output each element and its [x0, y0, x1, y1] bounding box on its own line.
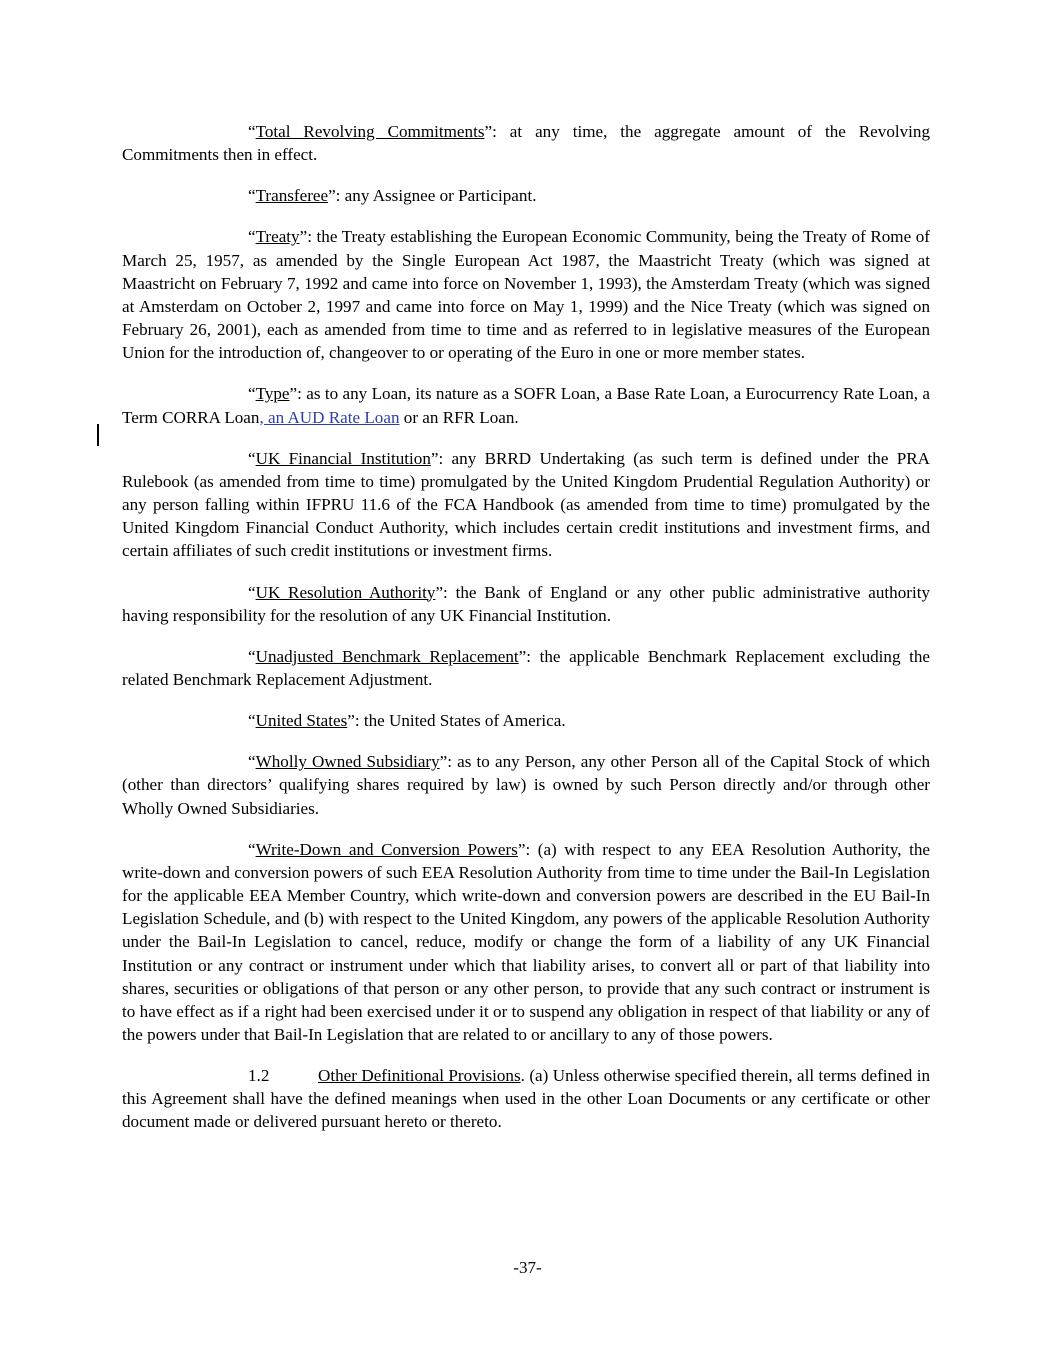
- section-text: . (a) Unless otherwise specified therein, all terms defined in this Agreement shall have the defined meanings when used in the other Loan Documents or any certificate or other document made or delivered pursuant hereto or thereto.: [122, 1066, 930, 1132]
- close-quote: ”: [518, 646, 527, 666]
- open-quote: “: [248, 227, 256, 247]
- close-quote: ”: [299, 227, 308, 247]
- definition-paragraph-treaty: [122, 225, 930, 364]
- close-quote: ”: [328, 186, 336, 206]
- section-heading: Other Definitional Provisions: [318, 1066, 521, 1086]
- defined-term: Write-Down and Conversion Powers: [255, 839, 518, 859]
- definition-paragraph-total-revolving-commitments: [122, 120, 930, 166]
- revision-change-bar: [97, 424, 99, 446]
- definition-text: : as to any Person, any other Person all of the Capital Stock of which (other than directors’ qualifying shares required by law) is owned by such Person directly and/or through other Wholly Owned Subsidiaries.: [122, 752, 930, 818]
- definition-text-tail: or an RFR Loan.: [399, 407, 519, 427]
- close-quote: ”: [289, 384, 298, 404]
- open-quote: “: [248, 122, 256, 141]
- definition-text: : (a) with respect to any EEA Resolution Authority, the write-down and conversion powers of such EEA Resolution Authority from time to time under the Bail-In Legislation for the applicable EEA Member Country, which write-down and conversion powers are described in the EU Bail-In Legislation Schedule, and (b) with respect to the United Kingdom, any powers of the applicable Resolution Authority under the Bail-In Legislation to cancel, reduce, modify or change the form of a liability of any UK Financial Institution or any contract or instrument under which that liability arises, to convert all or part of that liability into shares, securities or obligations of that person or any other person, to provide that any such contract or instrument is to have effect as if a right had been exercised under it or to suspend any obligation in respect of that liability or any of the powers under that Bail-In Legislation that are related to or ancillary to any of those powers.: [122, 839, 930, 1044]
- section-paragraph-other-definitional-provisions: [122, 1064, 930, 1133]
- defined-term: Unadjusted Benchmark Replacement: [255, 646, 519, 666]
- document-body: [122, 120, 930, 1134]
- definition-text: : at any time, the aggregate amount of the Revolving Commitments then in effect.: [122, 122, 931, 165]
- definition-text: : any Assignee or Participant.: [335, 186, 537, 206]
- open-quote: “: [248, 448, 256, 468]
- inserted-text: , an AUD Rate Loan: [259, 407, 400, 427]
- definition-paragraph-uk-financial-institution: [122, 447, 930, 563]
- close-quote: ”: [439, 752, 448, 772]
- open-quote: “: [248, 839, 256, 859]
- defined-term: Transferee: [255, 186, 329, 206]
- close-quote: ”: [435, 582, 444, 602]
- open-quote: “: [248, 711, 256, 731]
- definition-text: : the United States of America.: [354, 711, 566, 731]
- close-quote: ”: [347, 711, 355, 731]
- page-number: -37-: [513, 1258, 542, 1277]
- definition-paragraph-uk-resolution-authority: [122, 581, 930, 627]
- definition-paragraph-unadjusted-benchmark-replacement: [122, 645, 930, 691]
- definition-text: : the Bank of England or any other public administrative authority having responsibility for the resolution of any UK Financial Institution.: [122, 582, 930, 625]
- definition-text: : the Treaty establishing the European Economic Community, being the Treaty of Rome of March 25, 1957, as amended by the Single European Act 1987, the Maastricht Treaty (which was signed at Maastricht on February 7, 1992 and came into force on November 1, 1993), the Amsterdam Treaty (which was signed at Amsterdam on October 2, 1997 and came into force on May 1, 1999) and the Nice Treaty (which was signed on February 26, 2001), each as amended from time to time and as referred to in legislative measures of the European Union for the introduction of, changeover to or operating of the Euro in one or more member states.: [122, 227, 930, 363]
- open-quote: “: [248, 186, 256, 206]
- open-quote: “: [248, 752, 256, 772]
- defined-term: Total Revolving Commitments: [255, 122, 485, 141]
- section-number: 1.2: [248, 1066, 270, 1086]
- close-quote: ”: [517, 839, 526, 859]
- definition-text: ”: any BRRD Undertaking (as such term is defined under the PRA Rulebook (as amended from time to time) promulgated by the United Kingdom Prudential Regulation Authority) or any person falling within IFPRU 11.6 of the FCA Handbook (as amended from time to time) promulgated by the United Kingdom Financial Conduct Authority, which includes certain credit institutions and investment firms, and certain affiliates of such credit institutions or investment firms.: [122, 448, 931, 561]
- defined-term: Treaty: [255, 227, 300, 247]
- open-quote: “: [248, 582, 256, 602]
- definition-paragraph-united-states: [122, 709, 930, 732]
- defined-term: United States: [255, 711, 348, 731]
- close-quote: ”: [484, 122, 493, 141]
- definition-paragraph-type: [122, 382, 930, 428]
- defined-term: Wholly Owned Subsidiary: [255, 752, 440, 772]
- defined-term: Type: [255, 384, 290, 404]
- open-quote: “: [248, 384, 256, 404]
- defined-term: UK Resolution Authority: [255, 582, 436, 602]
- definition-paragraph-write-down-and-conversion-powers: [122, 838, 930, 1046]
- definition-paragraph-wholly-owned-subsidiary: [122, 750, 930, 819]
- defined-term: UK Financial Institution: [255, 448, 431, 468]
- open-quote: “: [248, 646, 256, 666]
- definition-paragraph-transferee: [122, 184, 930, 207]
- definition-text: : the applicable Benchmark Replacement excluding the related Benchmark Replacement Adjustment.: [122, 646, 930, 689]
- definition-text: : as to any Loan, its nature as a SOFR Loan, a Base Rate Loan, a Eurocurrency Rate Loan, a Term CORRA Loan: [122, 384, 930, 427]
